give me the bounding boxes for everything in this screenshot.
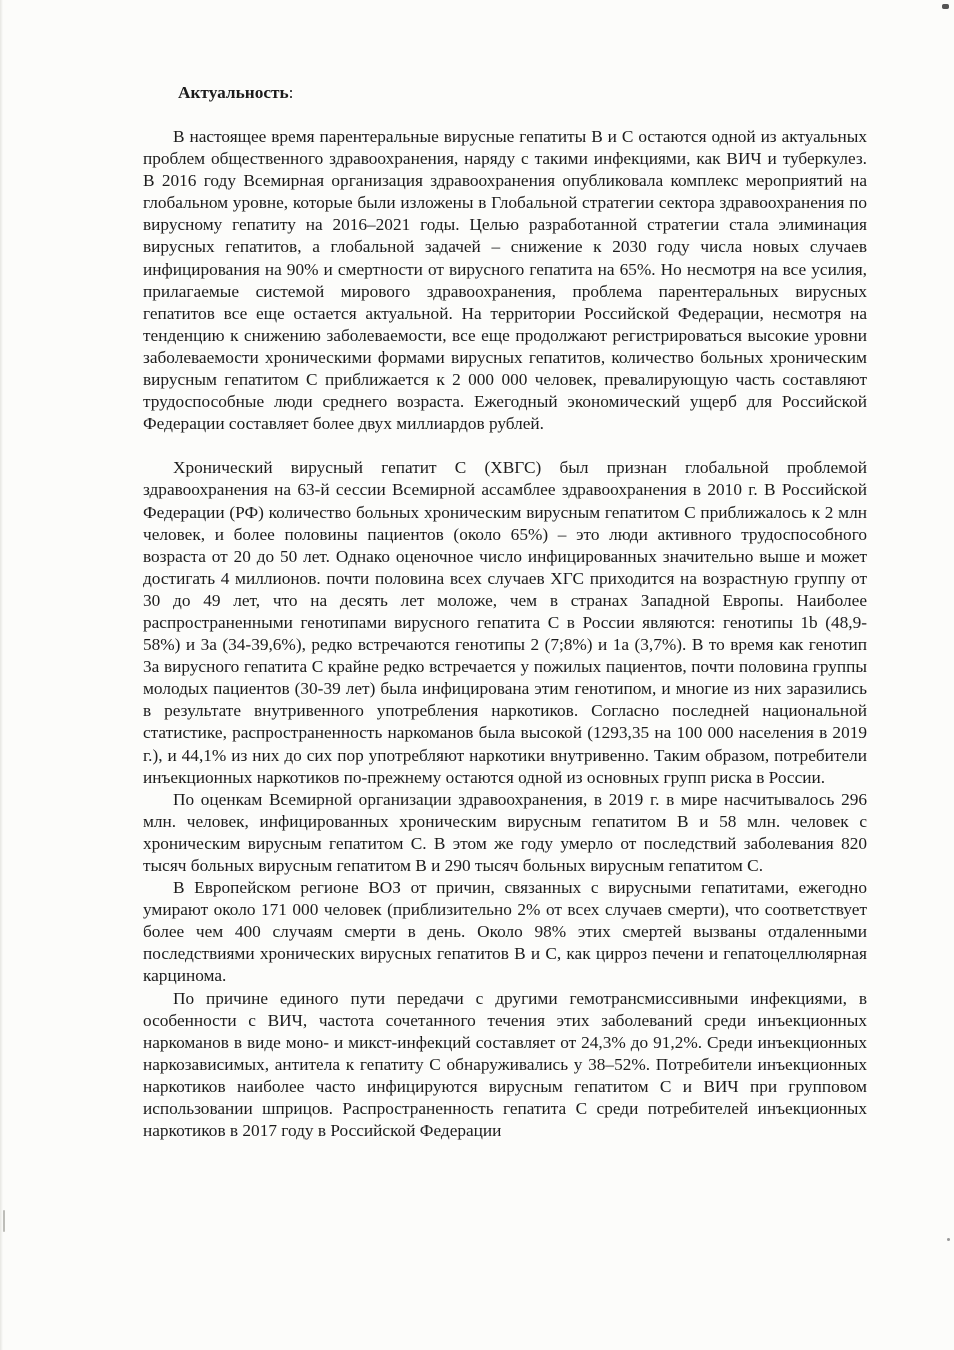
document-body — [143, 82, 867, 1142]
paragraph-european-region: В Европейском регионе ВОЗ от причин, связанных с вирусными гепатитами, ежегодно умирают около 171 000 человек (приблизительно 2% от всех случаев смерти), что соответствует более чем 400 случаям смерти в день. Около 98% этих смертей вызваны отдаленными последствиями хронических вирусных гепатитов В и С, как цирроз печени и гепатоцеллюлярная карцинома. — [143, 878, 867, 986]
section-heading — [178, 82, 867, 104]
scan-speck — [3, 1210, 5, 1232]
paragraph-chronic-hcv: Хронический вирусный гепатит С (ХВГС) был признан глобальной проблемой здравоохранения на 63-й сессии Всемирной ассамблее здравоохранения в 2010 г. В Российской Федерации (РФ) количество больных хроническим вирусным гепатитом С приближалось к 2 млн человек, и более половины пациентов (около 65%) – это люди активного трудоспособного возраста от 20 до 50 лет. Однако оценочное число инфицированных значительно выше и может достигать 4 миллионов. почти половина всех случаев ХГС приходится на возрастную группу от 30 до 49 лет, что на десять лет моложе, чем в странах Западной Европы. Наиболее распространенными генотипами вирусного гепатита С в России являются: генотипы 1b (48,9-58%) и 3a (34-39,6%), редко встречаются генотипы 2 (7;8%) и 1a (3,7%). В то время как генотип 3а вирусного гепатита С крайне редко встречается у пожилых пациентов, почти половина группы молодых пациентов (30-39 лет) была инфицирована этим генотипом, и многие из них заразились в результате внутривенного употребления наркотиков. Согласно последней национальной статистике, распространенность наркоманов была высокой (1293,35 на 100 000 населения в 2019 г.), и 44,1% из них до сих пор употребляют наркотики внутривенно. Таким образом, потребители инъекционных наркотиков по-прежнему остаются одной из основных групп риска в России. — [143, 458, 867, 787]
scan-speck — [942, 4, 949, 9]
scan-speck — [947, 1238, 950, 1241]
paragraph-transmission: По причине единого пути передачи с другими гемотрансмиссивными инфекциями, в особенности с ВИЧ, частота сочетанного течения этих заболеваний среди инъекционных наркоманов в виде моно- и микст-инфекций составляет от 24,3% до 91,2%. Среди инъекционных наркозависимых, антитела к гепатиту С обнаруживались у 38–52%. Потребители инъекционных наркотиков наиболее часто инфицируются вирусным гепатитом С и ВИЧ при групповом использовании шприцов. Распространенность гепатита С среди потребителей инъекционных наркотиков в 2017 году в Российской Федерации — [143, 988, 867, 1141]
section-heading-colon: : — [288, 83, 294, 102]
paragraph-who-estimates: По оценкам Всемирной организации здравоохранения, в 2019 г. в мире насчитывалось 296 млн. человек, инфицированных хроническим вирусным гепатитом В и 58 млн. человек с хроническим вирусным гепатитом С. В этом же году умерло от последствий заболевания 820 тысяч больных вирусным гепатитом В и 290 тысяч больных вирусным гепатитом С. — [143, 789, 867, 875]
section-heading-text: Актуальность — [178, 83, 289, 102]
scan-edge — [0, 0, 3, 1350]
paragraph-relevance: В настоящее время парентеральные вирусные гепатиты В и С остаются одной из актуальных проблем общественного здравоохранения, наряду с такими инфекциями, как ВИЧ и туберкулез. В 2016 году Всемирная организация здравоохранения опубликовала комплекс мероприятий на глобальном уровне, которые были изложены в Глобальной стратегии сектора здравоохранения по вирусному гепатиту на 2016–2021 годы. Целью разработанной стратегии стала элиминация вирусных гепатитов, а глобальной задачей – снижение к 2030 году числа новых случаев инфицирования на 90% и смертности от вирусного гепатита на 65%. Но несмотря на все усилия, прилагаемые системой мирового здравоохранения, проблема парентеральных вирусных гепатитов все еще остается актуальной. На территории Российской Федерации, несмотря на тенденцию к снижению заболеваемости, все еще продолжают регистрироваться высокие уровни заболеваемости хроническими формами вирусных гепатитов, количество больных хроническим вирусным гепатитом С приближается к 2 000 000 человек, превалирующую часть составляют трудоспособные люди среднего возраста. Ежегодный экономический ущерб для Российской Федерации составляет более двух миллиардов рублей. — [143, 127, 867, 434]
